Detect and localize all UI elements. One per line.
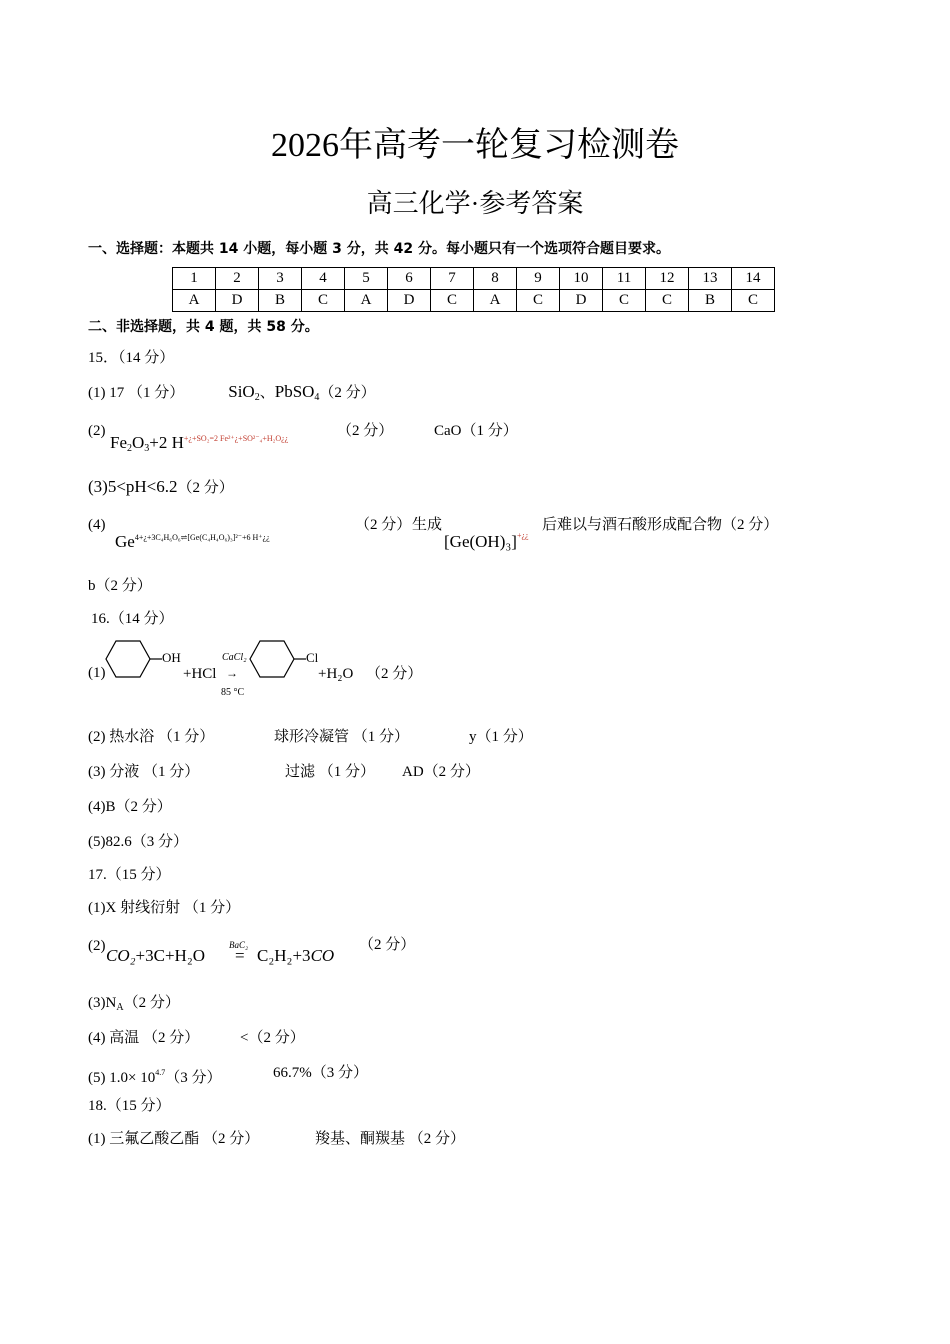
- table-cell: 10: [560, 268, 603, 290]
- q17-p2-equation: CO₂+3C+H₂O: [106, 946, 206, 965]
- q16-part3c: AD（2 分）: [402, 764, 480, 780]
- formula-pbso4: PbSO$_4$: [274, 382, 320, 403]
- table-cell: 7: [431, 268, 474, 290]
- q15-p2-label: (2): [88, 423, 106, 439]
- table-cell: C: [646, 290, 689, 312]
- table-cell: A: [173, 290, 216, 312]
- q17-part4b: <（2 分）: [240, 1030, 305, 1046]
- q16-part3: (3) 分液 （1 分）: [88, 764, 200, 780]
- q15-p1-score: （2 分）: [319, 385, 376, 401]
- section-1-heading: 一、选择题：本题共 14 小题，每小题 3 分，共 42 分。每小题只有一个选项符合题目要求。: [88, 241, 670, 257]
- q16-header: 16.（14 分）: [91, 611, 174, 627]
- table-cell: 1: [173, 268, 216, 290]
- table-cell: B: [689, 290, 732, 312]
- q16-part2: (2) 热水浴 （1 分）: [88, 729, 215, 745]
- q18-header: 18.（15 分）: [88, 1098, 171, 1114]
- q15-p4-label: (4): [88, 517, 106, 533]
- q15-p1-label: (1) 17 （1 分）: [88, 385, 185, 401]
- table-cell: 2: [216, 268, 259, 290]
- table-row-numbers: [173, 268, 775, 290]
- table-cell: 12: [646, 268, 689, 290]
- q15-p2-score: （2 分）: [337, 423, 394, 439]
- q15-p4-geoh: [Ge(OH)₃]+¿¿: [444, 531, 529, 551]
- q17-p2-score: （2 分）: [359, 937, 416, 953]
- q17-p2-catalyst: BaC₂: [229, 940, 249, 950]
- q17-part5b: 66.7%（3 分）: [273, 1065, 368, 1081]
- q15-p4-score: （2 分）: [355, 517, 412, 533]
- q15-part2: [88, 420, 106, 442]
- q16-p1-score: （2 分）: [366, 666, 423, 682]
- condition-catalyst: CaCl₂: [222, 652, 247, 663]
- page-subtitle: 高三化学·参考答案: [366, 189, 584, 218]
- q17-header: 17.（15 分）: [88, 867, 171, 883]
- table-cell: C: [302, 290, 345, 312]
- table-cell: B: [259, 290, 302, 312]
- q17-part4: (4) 高温 （2 分）: [88, 1030, 200, 1046]
- table-cell: C: [732, 290, 775, 312]
- section-2-heading: 二、非选择题，共 4 题，共 58 分。: [88, 319, 319, 335]
- table-cell: 3: [259, 268, 302, 290]
- chlorocyclohexane-ring: [248, 638, 308, 682]
- table-cell: 11: [603, 268, 646, 290]
- product-water: +H₂O: [318, 666, 354, 682]
- table-cell: D: [388, 290, 431, 312]
- q15-p4-reason: 后难以与酒石酸形成配合物（2 分）: [542, 517, 779, 533]
- cyclohexanol-ring: [104, 638, 164, 682]
- q15-part1: [88, 381, 376, 409]
- table-cell: 9: [517, 268, 560, 290]
- table-cell: C: [603, 290, 646, 312]
- table-cell: D: [560, 290, 603, 312]
- table-cell: 5: [345, 268, 388, 290]
- separator: 、: [259, 385, 275, 401]
- q16-part2b: 球形冷凝管 （1 分）: [274, 729, 410, 745]
- table-cell: 4: [302, 268, 345, 290]
- q17-part5: (5) $1.0\times 10^{4.7}(3$ 分）: [88, 1068, 222, 1086]
- table-cell: D: [216, 290, 259, 312]
- q15-p2-cao: CaO（1 分）: [434, 423, 518, 439]
- q16-part3b: 过滤 （1 分）: [285, 764, 376, 780]
- q16-p1-label: (1): [88, 665, 106, 681]
- q18-part1b: 羧基、酮羰基 （2 分）: [315, 1131, 466, 1147]
- q15-p4-equation: $Ge^{4+¿+3C_4H_6O_6\rightleftharpoons[Ge(C_4H_4O_6)_3]^{2-}+6 H^+¿¿}$: [115, 532, 270, 551]
- table-cell: 13: [689, 268, 732, 290]
- formula-sio2: SiO$_2$: [228, 382, 260, 403]
- table-row-answers: [173, 290, 775, 312]
- table-cell: 14: [732, 268, 775, 290]
- oh-group: OH: [162, 650, 181, 665]
- q17-p2-label: (2): [88, 938, 106, 954]
- table-cell: A: [345, 290, 388, 312]
- table-cell: 8: [474, 268, 517, 290]
- q16-part5: (5)82.6（3 分）: [88, 834, 188, 850]
- table-cell: A: [474, 290, 517, 312]
- q15-p4-gen: 生成: [412, 517, 443, 533]
- answer-table: [172, 267, 775, 312]
- q15-part5: b（2 分）: [88, 578, 152, 594]
- q16-part2c: y（1 分）: [469, 729, 533, 745]
- q17-p2-products: C₂H₂+3CO: [257, 946, 335, 965]
- condition-temperature: 85 °C: [221, 687, 245, 698]
- table-cell: C: [431, 290, 474, 312]
- q16-part4: (4)B（2 分）: [88, 799, 172, 815]
- page-title: 2026年高考一轮复习检测卷: [271, 127, 679, 164]
- q15-header: 15．（14 分）: [88, 350, 175, 366]
- table-cell: C: [517, 290, 560, 312]
- q17-part1: (1)X 射线衍射 （1 分）: [88, 900, 241, 916]
- table-cell: 6: [388, 268, 431, 290]
- q15-part3: (3)5<pH<6.2（2 分）: [88, 477, 234, 496]
- cl-group: Cl: [306, 650, 319, 665]
- q17-p2-equals: =: [235, 946, 245, 965]
- q18-part1: (1) 三氟乙酸乙酯 （2 分）: [88, 1131, 260, 1147]
- reaction-arrow: →: [226, 666, 238, 680]
- q15-p2-equation: $Fe_2O_3+2$ $H^{+¿+SO_2=2 Fe^{2+}¿+SO^{2-}_4+H_2O¿¿}$: [110, 433, 289, 454]
- q17-part3: $(3)N_A(2$ 分）: [88, 995, 180, 1013]
- reactant-hcl: +HCl: [183, 666, 217, 682]
